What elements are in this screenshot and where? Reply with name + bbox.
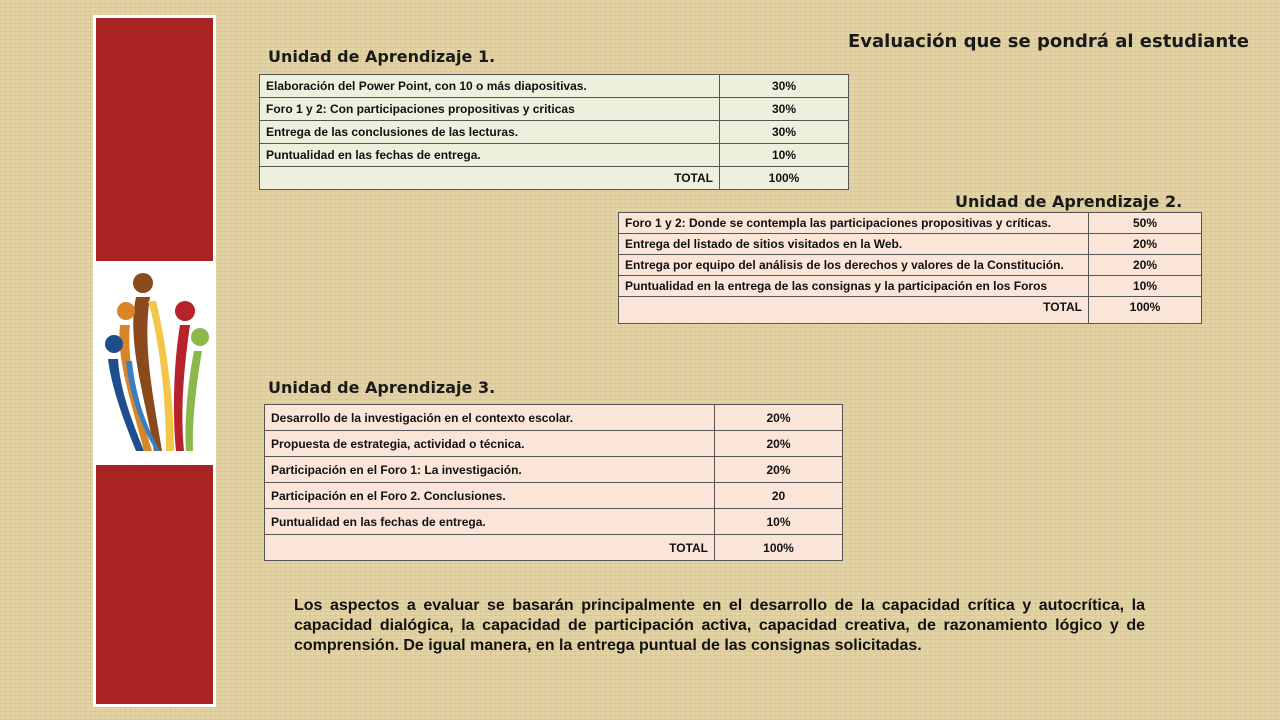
criterion-value: 30% [720, 121, 849, 144]
total-row [260, 167, 849, 190]
criterion-label: Participación en el Foro 2. Conclusiones. [265, 483, 715, 509]
criterion-label: Entrega del listado de sitios visitados en la Web. [619, 234, 1089, 255]
criterion-value: 20% [715, 405, 843, 431]
criterion-label: Puntualidad en las fechas de entrega. [265, 509, 715, 535]
criterion-label: Participación en el Foro 1: La investigación. [265, 457, 715, 483]
table-row [260, 98, 849, 121]
total-row [265, 535, 843, 561]
table-row [260, 144, 849, 167]
criterion-value: 20% [1089, 255, 1202, 276]
criterion-value: 10% [720, 144, 849, 167]
unit-2-heading: Unidad de Aprendizaje 2. [955, 192, 1183, 211]
table-row [619, 234, 1202, 255]
unit-1-heading: Unidad de Aprendizaje 1. [268, 47, 496, 66]
criterion-label: Entrega por equipo del análisis de los derechos y valores de la Constitución. [619, 255, 1089, 276]
table-row [265, 483, 843, 509]
total-label: TOTAL [260, 167, 720, 190]
table-row [619, 255, 1202, 276]
unit-1-table [259, 74, 849, 190]
criterion-value: 50% [1089, 213, 1202, 234]
table-row [260, 121, 849, 144]
unit-3-table [264, 404, 843, 561]
page-title: Evaluación que se pondrá al estudiante [848, 31, 1249, 52]
criterion-value: 20 [715, 483, 843, 509]
criterion-value: 10% [715, 509, 843, 535]
banner-red-top [96, 18, 213, 261]
unit-3-heading: Unidad de Aprendizaje 3. [268, 378, 496, 397]
criterion-label: Propuesta de estrategia, actividad o técnica. [265, 431, 715, 457]
unit-2-table [618, 212, 1202, 324]
criterion-label: Desarrollo de la investigación en el contexto escolar. [265, 405, 715, 431]
criterion-value: 30% [720, 75, 849, 98]
total-value: 100% [720, 167, 849, 190]
total-value: 100% [715, 535, 843, 561]
criterion-value: 30% [720, 98, 849, 121]
total-value: 100% [1089, 297, 1202, 324]
criterion-label: Puntualidad en las fechas de entrega. [260, 144, 720, 167]
table-row [619, 213, 1202, 234]
table-row [265, 405, 843, 431]
people-logo-icon [96, 261, 213, 465]
criterion-value: 20% [715, 457, 843, 483]
criterion-label: Puntualidad en la entrega de las consignas y la participación en los Foros [619, 276, 1089, 297]
total-label: TOTAL [619, 297, 1089, 324]
criterion-label: Foro 1 y 2: Con participaciones propositivas y criticas [260, 98, 720, 121]
table-row [265, 431, 843, 457]
table-row [619, 276, 1202, 297]
criterion-value: 20% [1089, 234, 1202, 255]
criterion-label: Entrega de las conclusiones de las lecturas. [260, 121, 720, 144]
banner-red-bottom [96, 465, 213, 704]
criterion-value: 10% [1089, 276, 1202, 297]
criterion-label: Foro 1 y 2: Donde se contempla las participaciones propositivas y críticas. [619, 213, 1089, 234]
decorative-banner [93, 15, 216, 707]
logo-area [96, 261, 213, 465]
table-row [265, 509, 843, 535]
evaluation-summary: Los aspectos a evaluar se basarán principalmente en el desarrollo de la capacidad crítica y autocrítica, la capacidad dialógica, la capacidad de participación activa, capacidad creativa, de razonamiento lógico y de comprensión. De igual manera, en la entrega puntual de las consignas solicitadas. [294, 597, 1145, 654]
criterion-value: 20% [715, 431, 843, 457]
table-row [260, 75, 849, 98]
criterion-label: Elaboración del Power Point, con 10 o más diapositivas. [260, 75, 720, 98]
total-label: TOTAL [265, 535, 715, 561]
table-row [265, 457, 843, 483]
total-row [619, 297, 1202, 324]
